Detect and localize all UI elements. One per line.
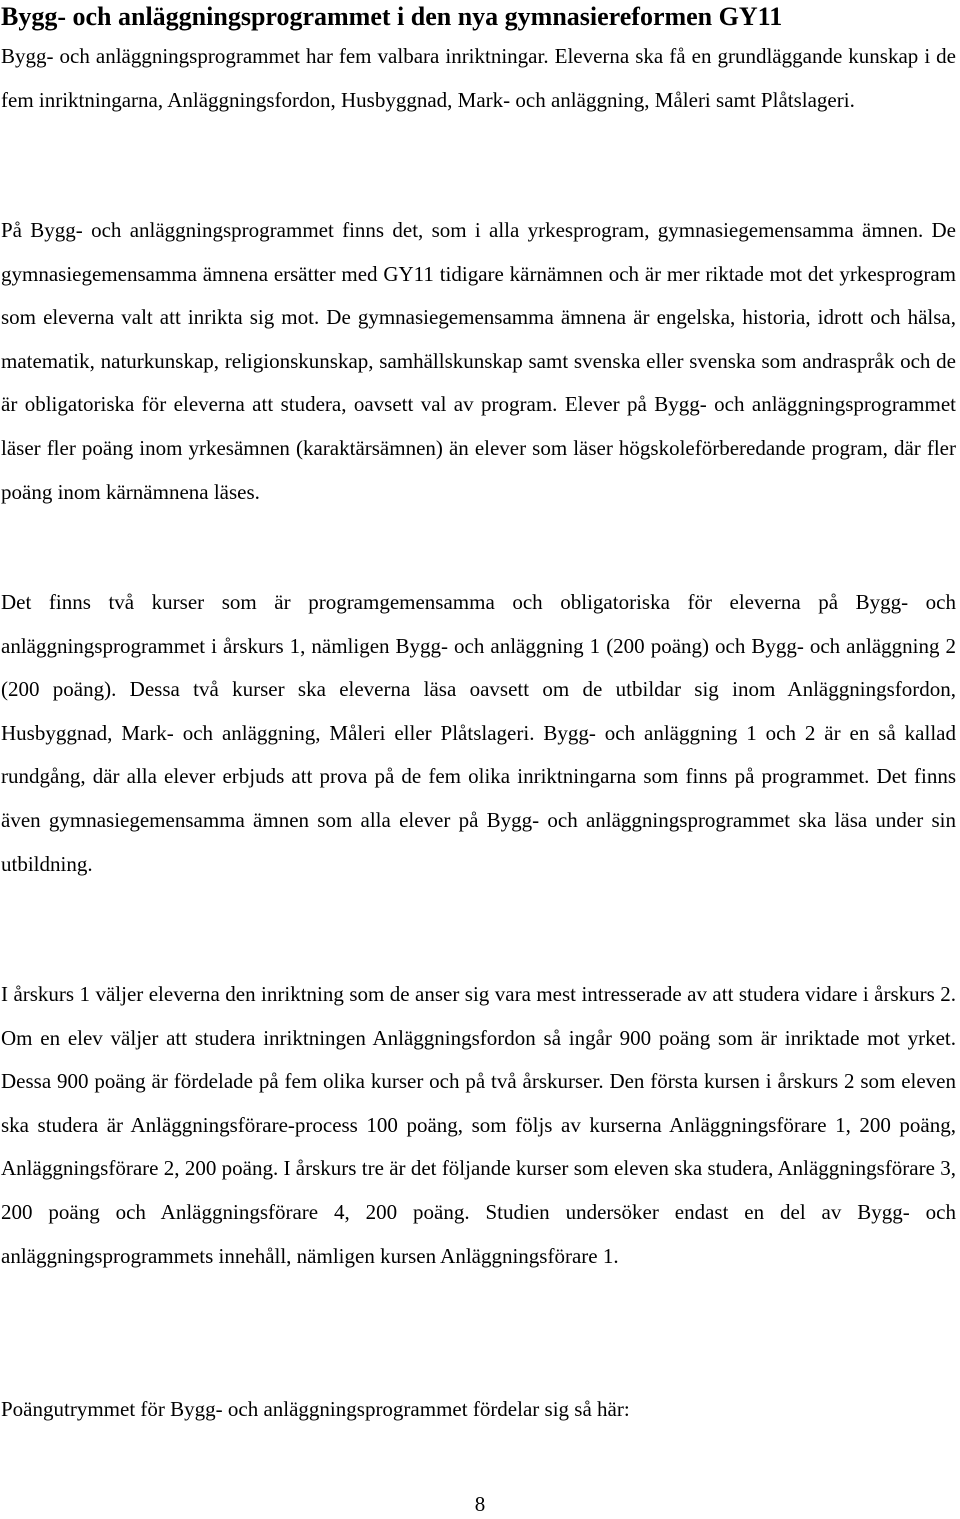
page-number: 8 bbox=[474, 1492, 486, 1516]
paragraph-mandatory-courses: Det finns två kurser som är programgemensamma och obligatoriska för eleverna på Bygg- och anläggningsprogrammet i årskurs 1, nämligen Bygg- och anläggning 1 (200 poäng) och Bygg- och anläggning 2 (200 poäng). Dessa två kurser ska eleverna läsa oavsett om de utbildar sig inom Anläggningsfordon, Husbyggnad, Mark- och anläggning, Måleri eller Plåtslageri. Bygg- och anläggning 1 och 2 är en så kallad rundgång, där alla elever erbjuds att prova på de fem olika inriktningarna som finns på programmet. Det finns även gymnasiegemensamma ämnen som alla elever på Bygg- och anläggningsprogrammet ska läsa under sin utbildning. bbox=[1, 590, 956, 876]
paragraph-program-orientations: Bygg- och anläggningsprogrammet har fem valbara inriktningar. Eleverna ska få en grundläggande kunskap i de fem inriktningarna, Anläggningsfordon, Husbyggnad, Mark- och anläggning, Måleri samt Plåtslageri. bbox=[1, 44, 956, 112]
paragraph-course-selection: I årskurs 1 väljer eleverna den inriktning som de anser sig vara mest intresserade av att studera vidare i årskurs 2. Om en elev väljer att studera inriktningen Anläggningsfordon så ingår 900 poäng som är inriktade mot yrket. Dessa 900 poäng är fördelade på fem olika kurser och på två årskurser. Den första kursen i årskurs 2 som eleven ska studera är Anläggningsförare-process 100 poäng, som följs av kurserna Anläggningsförare 1, 200 poäng, Anläggningsförare 2, 200 poäng. I årskurs tre är det följande kurser som eleven ska studera, Anläggningsförare 3, 200 poäng och Anläggningsförare 4, 200 poäng. Studien undersöker endast en del av Bygg- och anläggningsprogrammets innehåll, nämligen kursen Anläggningsförare 1. bbox=[1, 982, 956, 1268]
paragraph-points-distribution: Poängutrymmet för Bygg- och anläggningsprogrammet fördelar sig så här: bbox=[1, 1397, 630, 1421]
document-heading: Bygg- och anläggningsprogrammet i den nya gymnasiereformen GY11 bbox=[1, 2, 783, 31]
paragraph-common-subjects: På Bygg- och anläggningsprogrammet finns det, som i alla yrkesprogram, gymnasiegemensamma ämnen. De gymnasiegemensamma ämnena ersätter med GY11 tidigare kärnämnen och är mer riktade mot det yrkesprogram som eleverna valt att inrikta sig mot. De gymnasiegemensamma ämnena är engelska, historia, idrott och hälsa, matematik, naturkunskap, religionskunskap, samhällskunskap samt svenska eller svenska som andraspråk och de är obligatoriska för eleverna att studera, oavsett val av program. Elever på Bygg- och anläggningsprogrammet läser fler poäng inom yrkesämnen (karaktärsämnen) än elever som läser högskoleförberedande program, där fler poäng inom kärnämnena läses. bbox=[1, 218, 956, 504]
